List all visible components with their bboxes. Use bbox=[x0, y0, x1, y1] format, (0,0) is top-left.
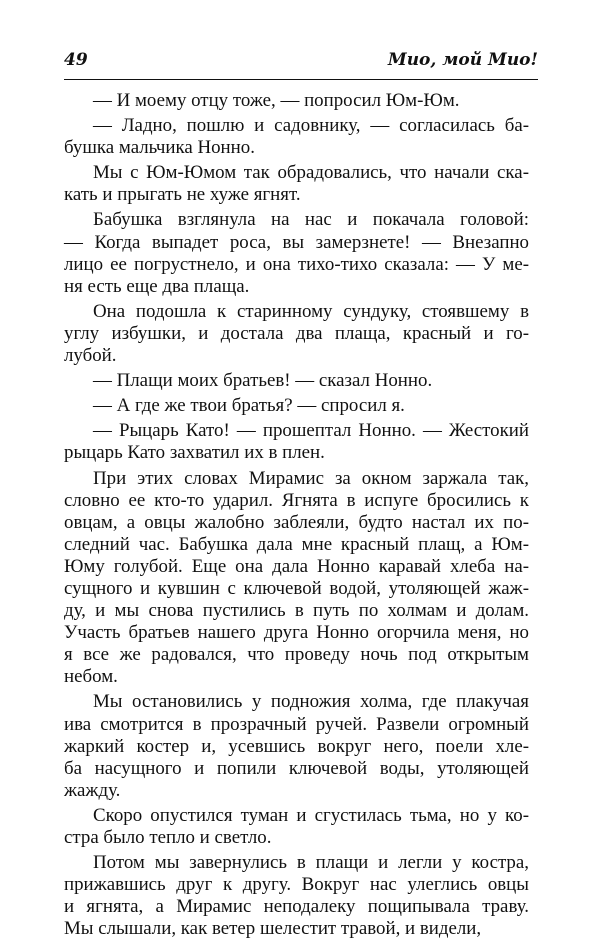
paragraph bbox=[64, 90, 529, 112]
text-line: я все же радовался, что проведу ночь под открытым bbox=[64, 644, 529, 666]
text-line: Она подошла к старинному сундуку, стоявшему в bbox=[93, 300, 529, 322]
paragraph bbox=[64, 852, 529, 940]
text-line: Скоро опустился туман и сгустилась тьма, но у ко- bbox=[93, 804, 529, 826]
header-rule bbox=[64, 79, 538, 80]
paragraph bbox=[64, 301, 529, 367]
text-line: Мы с Юм-Юмом так обрадовались, что начали ска- bbox=[93, 162, 529, 184]
paragraph bbox=[64, 162, 529, 206]
text-line: следний час. Бабушка дала мне красный плащ, а Юм- bbox=[64, 533, 529, 555]
page-number: 49 bbox=[64, 50, 88, 70]
text-line: Юму голубой. Еще она дала Нонно каравай хлеба на- bbox=[64, 555, 529, 577]
text-line: ня есть еще два плаща. bbox=[64, 275, 250, 297]
paragraph bbox=[64, 691, 529, 801]
text-line: прижавшись друг к другу. Вокруг нас улеглись овцы bbox=[64, 874, 529, 896]
running-title: Мио, мой Мио! bbox=[387, 50, 538, 70]
paragraph bbox=[64, 420, 529, 464]
text-line: Мы слышали, как ветер шелестит травой, и видели, bbox=[64, 918, 482, 940]
text-line: небом. bbox=[64, 666, 118, 688]
paragraph bbox=[64, 209, 529, 297]
text-line: и ягнята, а Мирамис неподалеку пощипывала траву. bbox=[64, 896, 529, 918]
page-header bbox=[64, 50, 538, 80]
text-line: При этих словах Мирамис за окном заржала так, bbox=[93, 467, 529, 489]
text-line: сущного и кувшин с ключевой водой, утоляющей жаж- bbox=[64, 577, 529, 599]
paragraph bbox=[64, 115, 529, 159]
text-line: словно ее кто-то ударил. Ягнята в испуге бросились к bbox=[64, 489, 529, 511]
text-line: жаркий костер и, усевшись вокруг него, поели хле- bbox=[64, 735, 529, 757]
text-line: — Ладно, пошлю и садовнику, — согласилась ба- bbox=[93, 115, 529, 137]
text-line: овцам, а овцы жалобно заблеяли, будто настал их по- bbox=[64, 511, 529, 533]
paragraph bbox=[64, 468, 529, 689]
paragraph bbox=[64, 805, 529, 849]
text-line: углу избушки, и достала два плаща, красный и го- bbox=[64, 322, 529, 344]
text-line: жажду. bbox=[64, 779, 121, 801]
text-line: бушка мальчика Нонно. bbox=[64, 137, 255, 159]
text-line: — Когда выпадет роса, вы замерзнете! — Внезапно bbox=[64, 231, 529, 253]
text-line: Потом мы завернулись в плащи и легли у костра, bbox=[93, 852, 529, 874]
body-text bbox=[64, 90, 529, 940]
text-line: — А где же твои братья? — спросил я. bbox=[93, 395, 405, 417]
text-line: рыцарь Като захватил их в плен. bbox=[64, 442, 325, 464]
paragraph bbox=[64, 395, 529, 417]
text-line: лицо ее погрустнело, и она тихо-тихо сказала: — У ме- bbox=[64, 253, 529, 275]
text-line: — И моему отцу тоже, — попросил Юм-Юм. bbox=[93, 90, 460, 111]
paragraph bbox=[64, 370, 529, 392]
text-line: Бабушка взглянула на нас и покачала головой: bbox=[93, 209, 529, 231]
text-line: ива смотрится в прозрачный ручей. Развели огромный bbox=[64, 713, 529, 735]
text-line: Мы остановились у подножия холма, где плакучая bbox=[93, 691, 529, 713]
text-line: — Плащи моих братьев! — сказал Нонно. bbox=[93, 370, 433, 392]
text-line: ду, и мы снова пустились в путь по холмам и долам. bbox=[64, 600, 529, 622]
text-line: лубой. bbox=[64, 345, 117, 367]
text-line: Участь братьев нашего друга Нонно огорчила меня, но bbox=[64, 622, 529, 644]
text-line: — Рыцарь Като! — прошептал Нонно. — Жестокий bbox=[93, 420, 529, 442]
text-line: стра было тепло и светло. bbox=[64, 827, 272, 848]
text-line: ба насущного и попили ключевой воды, утоляющей bbox=[64, 757, 529, 779]
text-line: кать и прыгать не хуже ягнят. bbox=[64, 184, 301, 206]
